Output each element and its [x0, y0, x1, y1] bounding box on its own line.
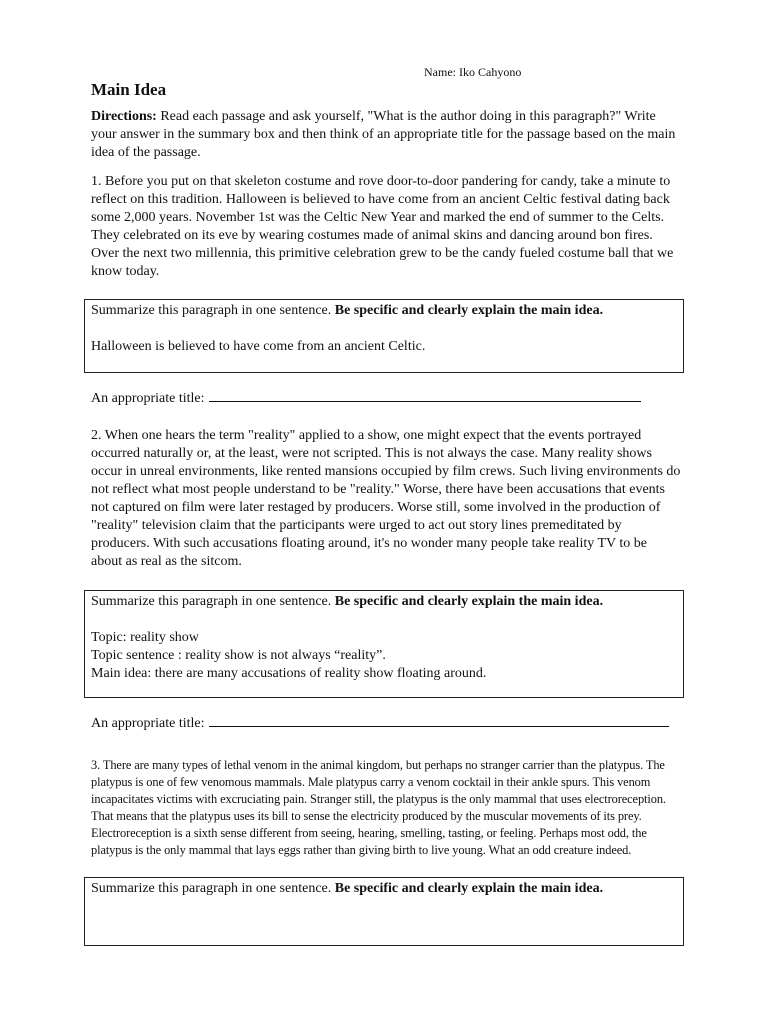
summary-prompt-text: Summarize this paragraph in one sentence.	[91, 594, 335, 609]
title-prompt-label: An appropriate title:	[91, 391, 205, 406]
summary-prompt	[91, 302, 677, 320]
title-prompt-1	[91, 389, 641, 407]
directions-text: Read each passage and ask yourself, "What is the author doing in this paragraph?" Write your answer in the summary box and then think of an appropriate title for the passage based on the main idea of the passage.	[91, 109, 676, 160]
summary-box-1[interactable]	[84, 299, 684, 373]
summary-answer-main-idea: Main idea: there are many accusations of reality show floating around.	[91, 666, 487, 681]
passage-2: 2. When one hears the term "reality" applied to a show, one might expect that the events portrayed occurred naturally or, at the least, were not scripted. This is not always the case. Many reality shows occur in unreal environments, like rented mansions occupied by film crews. Such living environments do not reflect what most people understand to be "reality." Worse, there have been accusations that events not captured on film were later restaged by producers. Worse still, some involved in the production of "reality" television claim that the participants were urged to act out story lines premeditated by producers. With such accusations floating around, it's no wonder many people take reality TV to be about as real as the sitcom.	[91, 428, 681, 569]
directions	[91, 108, 681, 162]
summary-answer-line: Halloween is believed to have come from an ancient Celtic.	[91, 339, 426, 354]
passage-1: 1. Before you put on that skeleton costume and rove door-to-door pandering for candy, take a minute to reflect on this tradition. Halloween is believed to have come from an ancient Celtic festival dating back some 2,000 years. November 1st was the Celtic New Year and marked the end of summer to the Celts. They celebrated on its eve by wearing costumes made of animal skins and dancing around bon fires. Over the next two millennia, this primitive celebration grew to be the candy fueled costume ball that we know today.	[91, 174, 674, 279]
title-prompt-label: An appropriate title:	[91, 716, 205, 731]
student-name: Name: Iko Cahyono	[424, 65, 522, 79]
summary-prompt-bold: Be specific and clearly explain the main idea.	[334, 303, 604, 318]
title-answer-line[interactable]	[209, 714, 669, 727]
summary-prompt	[91, 880, 677, 898]
summary-answer-topic-sentence: Topic sentence : reality show is not always “reality”.	[91, 648, 386, 663]
summary-answer	[91, 338, 677, 356]
summary-prompt-bold: Be specific and clearly explain the main idea.	[334, 594, 604, 609]
summary-prompt-text: Summarize this paragraph in one sentence.	[91, 303, 335, 318]
passage-3: 3. There are many types of lethal venom in the animal kingdom, but perhaps no stranger carrier than the platypus. The platypus is one of few venomous mammals. Male platypus carry a venom cocktail in their ankle spurs. This venom incapacitates victims with excruciating pain. Stranger still, the platypus is the only mammal that uses electroreception. That means that the platypus uses its bill to sense the electricity produced by the muscular movements of its prey. Electroreception is a sixth sense different from seeing, hearing, smelling, tasting, or feeling. Perhaps most odd, the platypus is the only mammal that lays eggs rather than giving birth to live young. What an odd creature indeed.	[91, 758, 666, 857]
summary-answer-topic: Topic: reality show	[91, 630, 199, 645]
directions-label: Directions:	[91, 109, 157, 124]
summary-prompt	[91, 593, 677, 611]
page-title: Main Idea	[91, 80, 167, 99]
summary-box-3[interactable]	[84, 877, 684, 946]
summary-box-2[interactable]	[84, 590, 684, 698]
summary-prompt-bold: Be specific and clearly explain the main idea.	[334, 881, 604, 896]
summary-answer	[91, 629, 677, 683]
summary-prompt-text: Summarize this paragraph in one sentence.	[91, 881, 335, 896]
title-answer-line[interactable]	[209, 389, 641, 402]
title-prompt-2	[91, 714, 669, 732]
